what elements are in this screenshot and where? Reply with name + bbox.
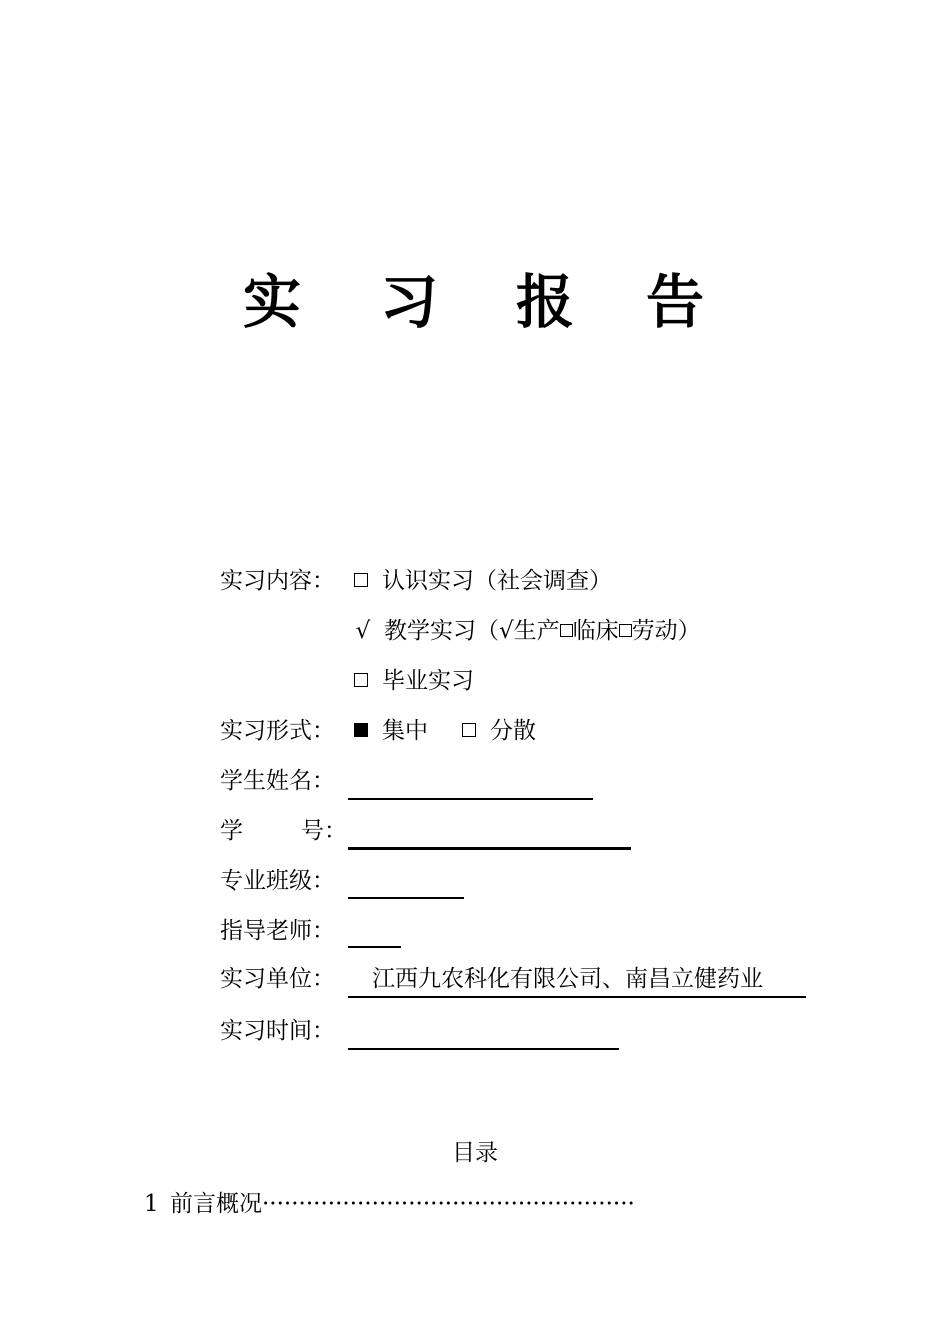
- advisor-label: 指导老师：: [220, 918, 335, 944]
- content-option2-sub2-checkbox[interactable]: [560, 624, 573, 637]
- advisor-row: [220, 914, 348, 948]
- content-option2-sub-checkmark[interactable]: √: [499, 618, 514, 644]
- form-option1-label: 集中: [382, 718, 428, 744]
- content-row-1: [220, 564, 612, 598]
- student-id-row: [220, 814, 348, 848]
- content-option3-label: 毕业实习: [382, 668, 474, 694]
- page-title: [0, 262, 950, 342]
- student-name-label: 学生姓名：: [220, 768, 335, 794]
- content-option2-checkmark[interactable]: √: [355, 618, 371, 644]
- title-char-2: 习: [379, 268, 438, 336]
- form-option2-label: 分散: [490, 718, 536, 744]
- content-row-3: [220, 664, 474, 698]
- major-class-field[interactable]: [348, 897, 464, 899]
- student-id-label: [220, 814, 348, 848]
- toc-entry-leader: ···················································: [262, 1191, 635, 1217]
- time-label: 实习时间：: [220, 1018, 335, 1044]
- content-option3-checkbox[interactable]: [354, 673, 368, 687]
- student-name-row: [220, 764, 348, 798]
- unit-field[interactable]: [348, 996, 806, 998]
- student-id-label-b: 号：: [301, 818, 347, 844]
- student-id-label-a: 学: [220, 818, 243, 844]
- form-row: [220, 714, 536, 748]
- time-row: [220, 1014, 348, 1048]
- content-option1-checkbox[interactable]: [354, 573, 368, 587]
- time-field[interactable]: [348, 1048, 619, 1050]
- toc-entry-text: 前言概况: [170, 1191, 262, 1217]
- form-option2-checkbox[interactable]: [462, 723, 476, 737]
- major-class-label: 专业班级：: [220, 868, 335, 894]
- form-option1-checkbox[interactable]: [354, 723, 368, 737]
- student-id-field[interactable]: [348, 847, 631, 850]
- content-option2-label: 教学实习（: [384, 618, 499, 644]
- major-class-row: [220, 864, 348, 898]
- content-option2-sub2: 临床: [572, 618, 619, 644]
- unit-label: 实习单位：: [220, 966, 335, 992]
- content-label: 实习内容：: [220, 568, 335, 594]
- title-char-1: 实: [242, 268, 301, 336]
- content-option1-label: 认识实习（社会调查）: [382, 568, 612, 594]
- title-char-4: 告: [645, 268, 704, 336]
- content-option2-sub1: 生产: [513, 618, 560, 644]
- advisor-field[interactable]: [348, 946, 401, 948]
- toc-entry[interactable]: [144, 1187, 635, 1221]
- content-row-2: [220, 614, 701, 648]
- toc-title: 目录: [452, 1140, 498, 1166]
- unit-value: 江西九农科化有限公司、南昌立健药业: [372, 966, 763, 992]
- content-option2-sub3-checkbox[interactable]: [619, 624, 632, 637]
- form-label: 实习形式：: [220, 718, 335, 744]
- unit-row: [220, 962, 348, 996]
- content-option2-sub3: 劳动）: [631, 618, 701, 644]
- toc-entry-number: 1: [144, 1191, 159, 1217]
- student-name-field[interactable]: [348, 798, 593, 800]
- title-char-3: 报: [515, 268, 574, 336]
